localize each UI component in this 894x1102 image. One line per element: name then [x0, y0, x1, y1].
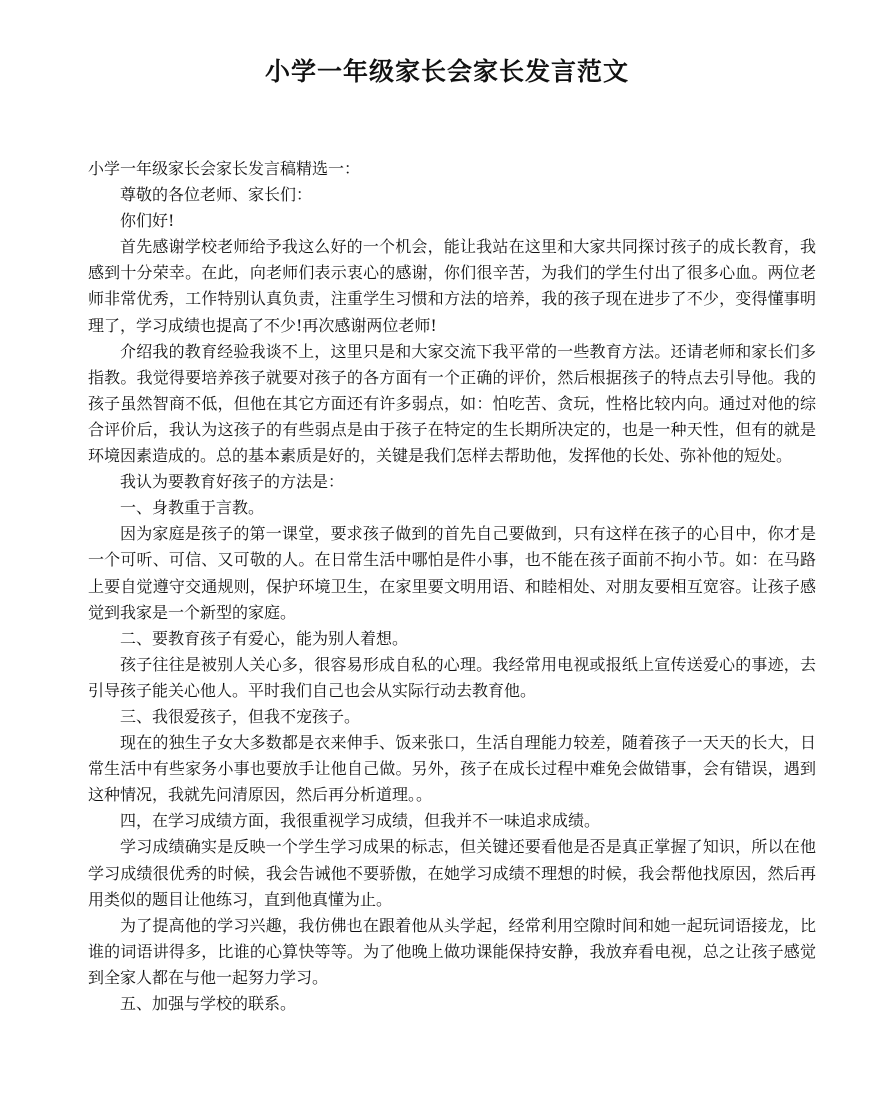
paragraph-hello: 你们好! [120, 211, 175, 231]
paragraph: 因为家庭是孩子的第一课堂，要求孩子做到的首先自己要做到，只有这样在孩子的心目中，你才是一个可听、可信、又可敬的人。在日常生活中哪怕是件小事，也不能在孩子面前不拘小节。如：在马路上要自觉遵守交通规则，保护环境卫生，在家里要文明用语、和睦相处、对朋友要相互宽容。让孩子感觉到我家是一个新型的家庭。 [88, 524, 816, 622]
paragraph: 孩子往往是被别人关心多，很容易形成自私的心理。我经常用电视或报纸上宣传送爱心的事迹，去引导孩子能关心他人。平时我们自己也会从实际行动去教育他。 [88, 654, 816, 700]
paragraph: 首先感谢学校老师给予我这么好的一个机会，能让我站在这里和大家共同探讨孩子的成长教育，我感到十分荣幸。在此，向老师们表示衷心的感谢，你们很辛苦，为我们的学生付出了很多心血。两位老师非常优秀，工作特别认真负责，注重学生习惯和方法的培养，我的孩子现在进步了不少，变得懂事明理了，学习成绩也提高了不少!再次感谢两位老师! [88, 237, 816, 335]
point-heading: 四，在学习成绩方面，我很重视学习成绩，但我并不一味追求成绩。 [120, 811, 601, 831]
point-heading: 五、加强与学校的联系。 [120, 994, 297, 1013]
point-heading: 三、我很爱孩子，但我不宠孩子。 [120, 706, 361, 726]
paragraph: 我认为要教育好孩子的方法是： [120, 472, 345, 492]
section-heading: 小学一年级家长会家长发言稿精选一： [88, 159, 361, 178]
paragraph: 为了提高他的学习兴趣，我仿佛也在跟着他从头学起，经常利用空隙时间和她一起玩词语接龙，比谁的词语讲得多，比谁的心算快等等。为了他晚上做功课能保持安静，我放弃看电视，总之让孩子感觉到全家人都在与他一起努力学习。 [88, 915, 816, 987]
document-title: 小学一年级家长会家长发言范文 [264, 57, 629, 86]
paragraph: 学习成绩确实是反映一个学生学习成果的标志，但关键还要看他是否是真正掌握了知识，所以在他学习成绩很优秀的时候，我会告诫他不要骄傲，在她学习成绩不理想的时候，我会帮他找原因，然后再用类似的题目让他练习，直到他真懂为止。 [88, 837, 816, 909]
document-body [88, 156, 816, 1017]
paragraph-greeting: 尊敬的各位老师、家长们： [120, 185, 313, 205]
point-heading: 一、身教重于言教。 [120, 498, 265, 518]
paragraph: 介绍我的教育经验我谈不上，这里只是和大家交流下我平常的一些教育方法。还请老师和家长们多指教。我觉得要培养孩子就要对孩子的各方面有一个正确的评价，然后根据孩子的特点去引导他。我的孩子虽然智商不低，但他在其它方面还有许多弱点，如：怕吃苦、贪玩，性格比较内向。通过对他的综合评价后，我认为这孩子的有些弱点是由于孩子在特定的生长期所决定的，也是一种天性，但有的就是环境因素造成的。总的基本素质是好的，关键是我们怎样去帮助他，发挥他的长处、弥补他的短处。 [88, 341, 816, 466]
paragraph: 现在的独生子女大多数都是衣来伸手、饭来张口，生活自理能力较差，随着孩子一天天的长大，日常生活中有些家务小事也要放手让他自己做。另外，孩子在成长过程中难免会做错事，会有错误，遇到这种情况，我就先问清原因，然后再分析道理。。 [88, 733, 816, 805]
point-heading: 二、要教育孩子有爱心，能为别人着想。 [120, 628, 409, 648]
